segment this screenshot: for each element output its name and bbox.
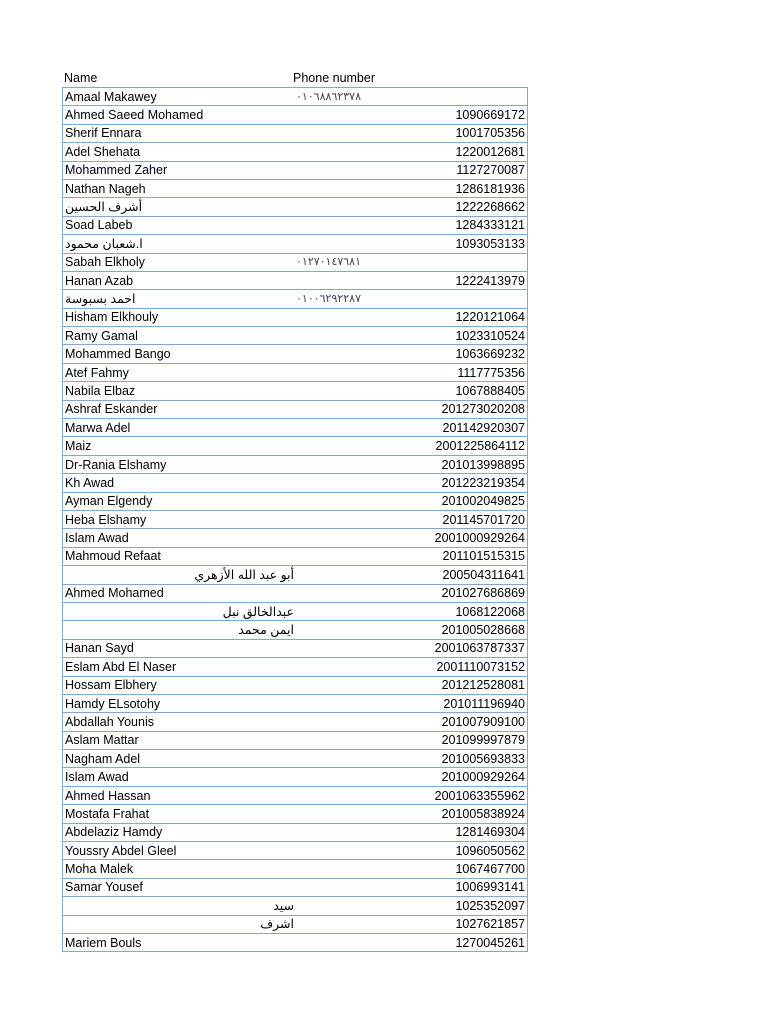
contact-name-cell[interactable]: Hisham Elkhouly: [63, 308, 297, 326]
table-row: [63, 345, 528, 363]
contact-name-cell[interactable]: Mariem Bouls: [63, 933, 297, 951]
phone-number-cell[interactable]: 2001110073152: [296, 658, 528, 676]
contact-name-cell[interactable]: Marwa Adel: [63, 419, 297, 437]
phone-number-cell[interactable]: 1220121064: [296, 308, 528, 326]
table-row: [63, 713, 528, 731]
phone-number-cell[interactable]: 201007909100: [296, 713, 528, 731]
contact-name-cell[interactable]: ا.شعبان محمود: [63, 235, 297, 253]
contact-name-cell[interactable]: Heba Elshamy: [63, 510, 297, 528]
contact-name-cell[interactable]: Ramy Gamal: [63, 327, 297, 345]
phone-number-cell[interactable]: 1006993141: [296, 878, 528, 896]
phone-number-cell[interactable]: 1127270087: [296, 161, 528, 179]
table-row: [63, 584, 528, 602]
contact-name-cell[interactable]: Adel Shehata: [63, 143, 297, 161]
phone-number-cell[interactable]: 200504311641: [296, 566, 528, 584]
contact-name-cell[interactable]: Ashraf Eskander: [63, 400, 297, 418]
contact-name-cell[interactable]: Hanan Sayd: [63, 639, 297, 657]
phone-number-cell[interactable]: 1063669232: [296, 345, 528, 363]
table-row: [63, 474, 528, 492]
table-row: [63, 382, 528, 400]
contact-name-cell[interactable]: Nagham Adel: [63, 750, 297, 768]
table-row: [63, 639, 528, 657]
phone-number-cell[interactable]: 1067888405: [296, 382, 528, 400]
table-row: [63, 492, 528, 510]
column-header-row: [62, 69, 524, 87]
phone-number-cell[interactable]: 201005693833: [296, 750, 528, 768]
phone-number-cell[interactable]: 201000929264: [296, 768, 528, 786]
table-row: [63, 290, 528, 308]
contact-name-cell[interactable]: Soad Labeb: [63, 216, 297, 234]
contact-name-cell[interactable]: Nabila Elbaz: [63, 382, 297, 400]
table-row: [63, 124, 528, 142]
phone-number-cell[interactable]: 1117775356: [296, 363, 528, 381]
contact-name-cell[interactable]: عبدالخالق نبل: [63, 602, 297, 620]
contact-name-cell[interactable]: Hossam Elbhery: [63, 676, 297, 694]
phone-column-header: Phone number: [293, 71, 376, 85]
contact-name-cell[interactable]: Youssry Abdel Gleel: [63, 842, 297, 860]
table-row: [63, 253, 528, 271]
table-row: [63, 161, 528, 179]
contact-name-cell[interactable]: Samar Yousef: [63, 878, 297, 896]
table-row: [63, 860, 528, 878]
table-row: [63, 823, 528, 841]
phone-number-cell[interactable]: 1220012681: [296, 143, 528, 161]
contact-name-cell[interactable]: Ahmed Saeed Mohamed: [63, 106, 297, 124]
table-row: [63, 731, 528, 749]
table-row: [63, 327, 528, 345]
phone-number-cell[interactable]: 1286181936: [296, 179, 528, 197]
phone-number-cell[interactable]: 201223219354: [296, 474, 528, 492]
phone-number-cell[interactable]: 2001063355962: [296, 786, 528, 804]
table-row: [63, 750, 528, 768]
phone-number-cell[interactable]: 1090669172: [296, 106, 528, 124]
contact-name-cell[interactable]: Mahmoud Refaat: [63, 547, 297, 565]
contact-name-cell[interactable]: ايمن محمد: [63, 621, 297, 639]
contact-name-cell[interactable]: Ahmed Mohamed: [63, 584, 297, 602]
contact-name-cell[interactable]: Eslam Abd El Naser: [63, 658, 297, 676]
phone-number-cell[interactable]: 1068122068: [296, 602, 528, 620]
contact-name-cell[interactable]: Mohammed Zaher: [63, 161, 297, 179]
contact-name-cell[interactable]: احمد بسبوسة: [63, 290, 297, 308]
contact-name-cell[interactable]: Moha Malek: [63, 860, 297, 878]
table-row: [63, 216, 528, 234]
table-row: [63, 621, 528, 639]
phone-number-cell[interactable]: 201099997879: [296, 731, 528, 749]
contact-name-cell[interactable]: Amaal Makawey: [63, 88, 297, 106]
table-row: [63, 676, 528, 694]
table-row: [63, 179, 528, 197]
table-row: [63, 400, 528, 418]
phone-number-cell[interactable]: 1027621857: [296, 915, 528, 933]
phone-number-cell[interactable]: 1093053133: [296, 235, 528, 253]
table-row: [63, 547, 528, 565]
contact-name-cell[interactable]: Nathan Nageh: [63, 179, 297, 197]
table-row: [63, 566, 528, 584]
table-row: [63, 602, 528, 620]
contact-name-cell[interactable]: Sabah Elkholy: [63, 253, 297, 271]
contact-name-cell[interactable]: Mohammed Bango: [63, 345, 297, 363]
phone-number-cell[interactable]: 201013998895: [296, 455, 528, 473]
contact-name-cell[interactable]: Dr-Rania Elshamy: [63, 455, 297, 473]
contact-name-cell[interactable]: Abdelaziz Hamdy: [63, 823, 297, 841]
phone-number-cell[interactable]: 1025352097: [296, 897, 528, 915]
contact-name-cell[interactable]: Hanan Azab: [63, 271, 297, 289]
phone-number-cell[interactable]: 1023310524: [296, 327, 528, 345]
phone-number-cell[interactable]: 1222268662: [296, 198, 528, 216]
table-row: [63, 235, 528, 253]
phone-number-cell[interactable]: 1222413979: [296, 271, 528, 289]
phone-number-cell[interactable]: 1067467700: [296, 860, 528, 878]
phone-number-cell[interactable]: ٠١٠٦٨٨٦٢٣٧٨: [296, 88, 528, 106]
phone-number-cell[interactable]: 1284333121: [296, 216, 528, 234]
contact-name-cell[interactable]: Atef Fahmy: [63, 363, 297, 381]
contact-name-cell[interactable]: Hamdy ELsotohy: [63, 694, 297, 712]
contacts-table: [62, 87, 528, 952]
contact-name-cell[interactable]: أشرف الحسين: [63, 198, 297, 216]
table-row: [63, 768, 528, 786]
phone-number-cell[interactable]: ٠١٢٧٠١٤٧٦٨١: [296, 253, 528, 271]
contact-name-cell[interactable]: Kh Awad: [63, 474, 297, 492]
contacts-sheet: [62, 69, 524, 952]
contact-name-cell[interactable]: Mostafa Frahat: [63, 805, 297, 823]
table-row: [63, 529, 528, 547]
table-row: [63, 88, 528, 106]
table-row: [63, 897, 528, 915]
table-row: [63, 915, 528, 933]
table-row: [63, 455, 528, 473]
contact-name-cell[interactable]: Ahmed Hassan: [63, 786, 297, 804]
phone-number-cell[interactable]: 2001000929264: [296, 529, 528, 547]
phone-number-cell[interactable]: 1281469304: [296, 823, 528, 841]
phone-number-cell[interactable]: 2001063787337: [296, 639, 528, 657]
contact-name-cell[interactable]: Islam Awad: [63, 529, 297, 547]
phone-number-cell[interactable]: 201005028668: [296, 621, 528, 639]
table-row: [63, 106, 528, 124]
table-row: [63, 271, 528, 289]
phone-number-cell[interactable]: 1096050562: [296, 842, 528, 860]
contact-name-cell[interactable]: أبو عبد الله الأزهري: [63, 566, 297, 584]
table-row: [63, 419, 528, 437]
contact-name-cell[interactable]: Abdallah Younis: [63, 713, 297, 731]
table-row: [63, 694, 528, 712]
phone-number-cell[interactable]: 201273020208: [296, 400, 528, 418]
phone-number-cell[interactable]: 1270045261: [296, 933, 528, 951]
table-row: [63, 878, 528, 896]
phone-number-cell[interactable]: 201142920307: [296, 419, 528, 437]
contact-name-cell[interactable]: Maiz: [63, 437, 297, 455]
contact-name-cell[interactable]: Ayman Elgendy: [63, 492, 297, 510]
table-row: [63, 933, 528, 951]
phone-number-cell[interactable]: 2001225864112: [296, 437, 528, 455]
contacts-table-body: [63, 88, 528, 952]
phone-number-cell[interactable]: ٠١٠٠٦٢٩٢٢٨٧: [296, 290, 528, 308]
table-row: [63, 198, 528, 216]
contact-name-cell[interactable]: Sherif Ennara: [63, 124, 297, 142]
table-row: [63, 658, 528, 676]
contact-name-cell[interactable]: Aslam Mattar: [63, 731, 297, 749]
phone-number-cell[interactable]: 201011196940: [296, 694, 528, 712]
table-row: [63, 308, 528, 326]
contact-name-cell[interactable]: سيد: [63, 897, 297, 915]
phone-number-cell[interactable]: 201027686869: [296, 584, 528, 602]
table-row: [63, 805, 528, 823]
contact-name-cell[interactable]: Islam Awad: [63, 768, 297, 786]
phone-number-cell[interactable]: 1001705356: [296, 124, 528, 142]
phone-number-cell[interactable]: 201002049825: [296, 492, 528, 510]
phone-number-cell[interactable]: 201145701720: [296, 510, 528, 528]
table-row: [63, 510, 528, 528]
table-row: [63, 437, 528, 455]
table-row: [63, 842, 528, 860]
table-row: [63, 363, 528, 381]
contact-name-cell[interactable]: اشرف: [63, 915, 297, 933]
phone-number-cell[interactable]: 201101515315: [296, 547, 528, 565]
name-column-header: Name: [64, 71, 98, 85]
table-row: [63, 786, 528, 804]
phone-number-cell[interactable]: 201212528081: [296, 676, 528, 694]
phone-number-cell[interactable]: 201005838924: [296, 805, 528, 823]
table-row: [63, 143, 528, 161]
